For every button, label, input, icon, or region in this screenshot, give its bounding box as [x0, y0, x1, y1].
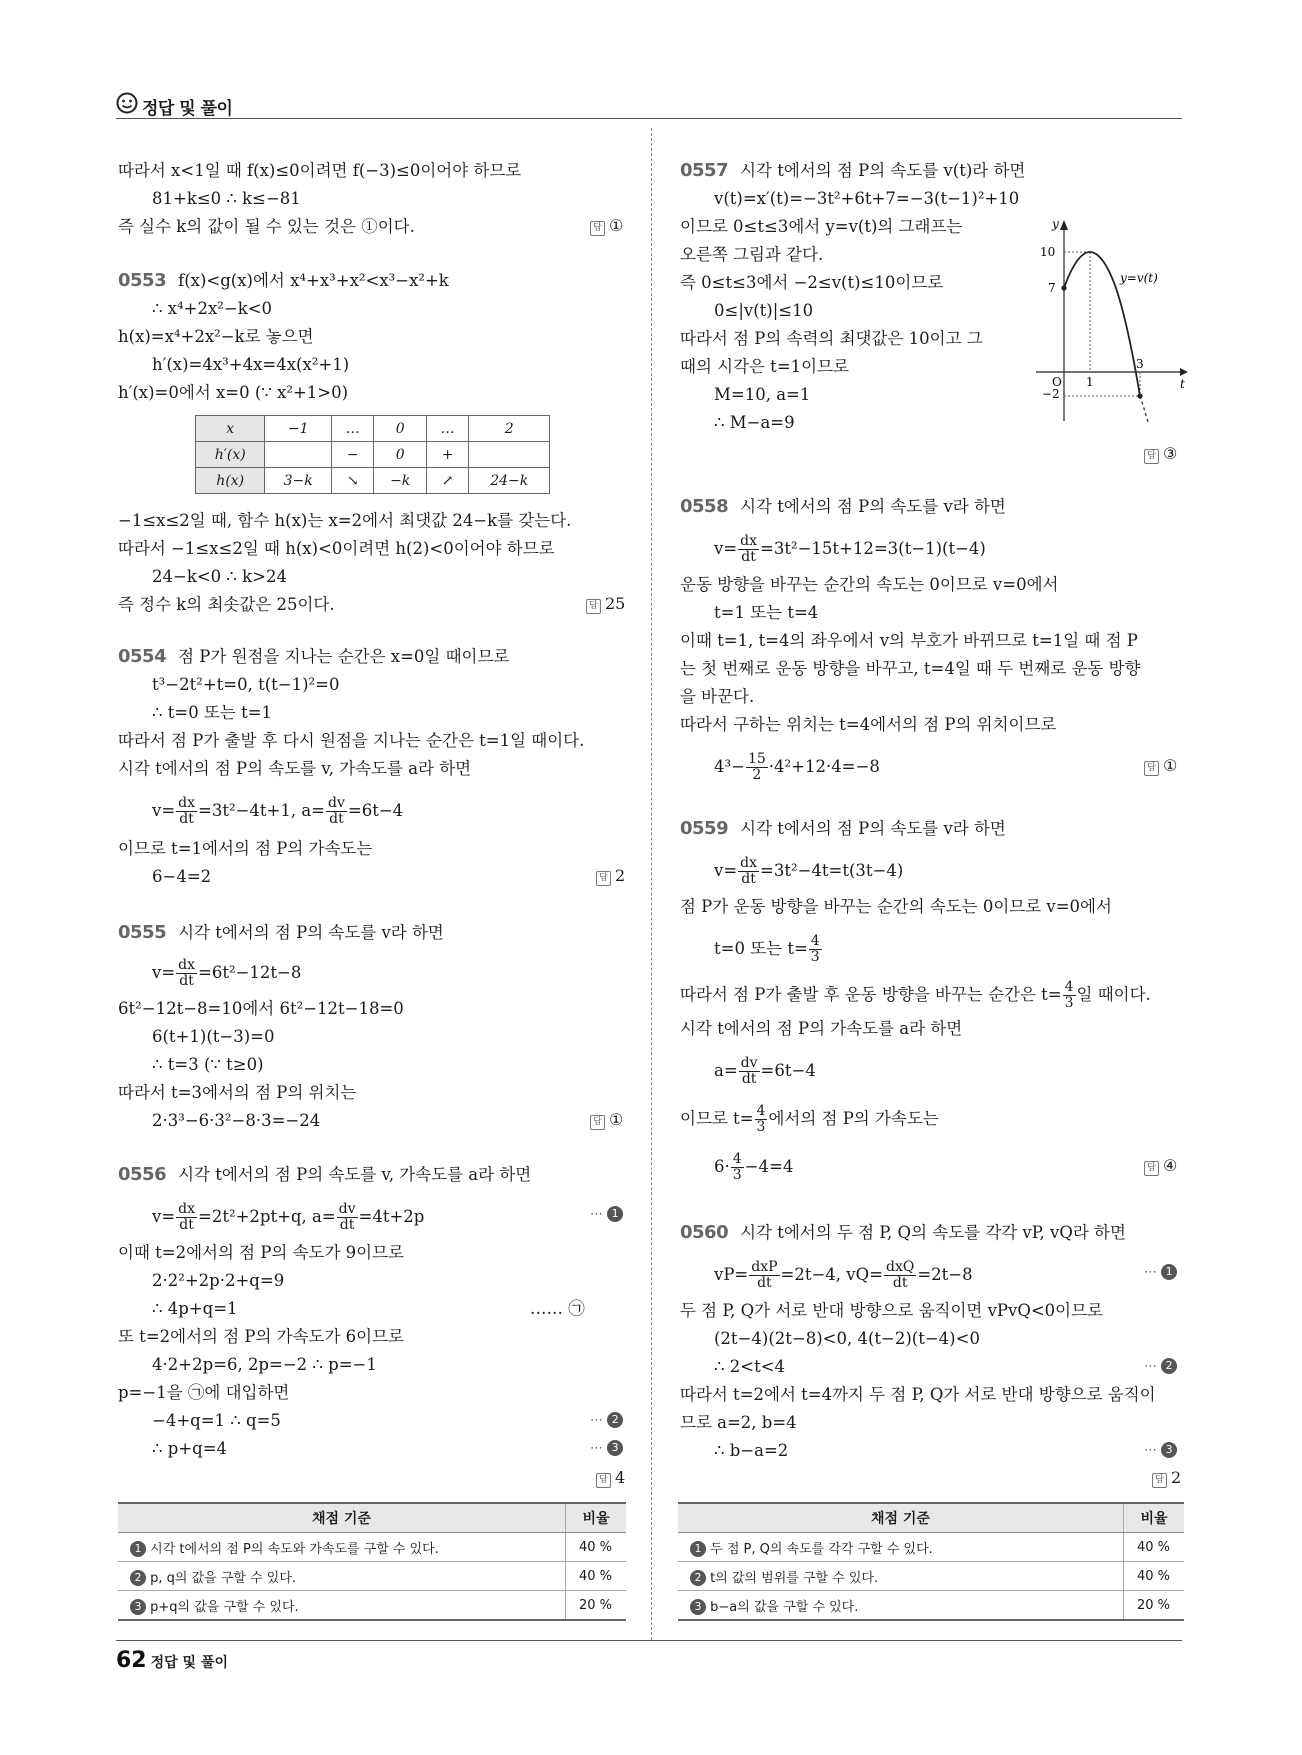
fraction: $\frac{4}{3}$	[732, 1151, 742, 1183]
text-line: 따라서 점 P의 속력의 최댓값은 10이고 그	[680, 329, 983, 348]
answer-icon: 답	[590, 221, 605, 236]
text-line: (2t−4)(2t−8)<0, 4(t−2)(t−4)<0	[714, 1329, 980, 1348]
step-marker: ⋯ 1	[1144, 1264, 1177, 1280]
problem-number: 0557	[680, 160, 729, 181]
problem-number: 0555	[118, 922, 167, 943]
text-line: 이므로 0≤t≤3에서 y=v(t)의 그래프는	[680, 217, 963, 236]
text-line: −4+q=1 ∴ q=5	[152, 1411, 281, 1430]
step-marker: ⋯ 2	[1144, 1358, 1177, 1374]
text-line: t³−2t²+t=0, t(t−1)²=0	[152, 675, 340, 694]
answer-badge: 답 ①	[590, 216, 623, 236]
text-line: 2·2²+2p·2+q=9	[152, 1271, 285, 1290]
fraction: $\frac{4}{3}$	[756, 1103, 766, 1135]
step-marker: ⋯ 1	[590, 1206, 623, 1222]
problem-0555: 0555 시각 t에서의 점 P의 속도를 v라 하면	[118, 922, 444, 943]
fraction: $\frac{\text{dxQ}}{dt}$	[885, 1259, 915, 1291]
problem-0557: 0557 시각 t에서의 점 P의 속도를 v(t)라 하면	[680, 160, 1026, 181]
text-line: h′(x)=0에서 x=0 (∵ x²+1>0)	[118, 383, 349, 402]
formula-line: v= $\frac{dx}{dt}$ =3t²−4t+1, a= $\frac{dv}{dt}$ =6t−4	[152, 795, 404, 827]
header-divider	[116, 118, 1182, 119]
grading-table	[118, 1502, 626, 1621]
text-line: ∴ t=0 또는 t=1	[152, 703, 273, 722]
table-header: 비율	[566, 1503, 627, 1533]
table-cell: h′(x)	[196, 442, 265, 468]
answer-icon: 답	[596, 1473, 611, 1488]
text-line: ∴ t=3 (∵ t≥0)	[152, 1055, 264, 1074]
problem-number: 0558	[680, 496, 729, 517]
table-cell	[265, 442, 331, 468]
fraction: $\frac{dx}{dt}$	[178, 957, 196, 989]
table-cell: 0	[374, 416, 426, 442]
footer	[116, 1648, 228, 1673]
fraction: $\frac{15}{2}$	[747, 751, 766, 783]
text-line: h′(x)=4x³+4x=4x(x²+1)	[152, 355, 350, 374]
formula-line: vP= $\frac{\text{dxP}}{dt}$ =2t−4, vQ= $\frac{\text{dxQ}}{dt}$ =2t−8	[714, 1259, 973, 1291]
answer-badge: 답 2	[1152, 1468, 1181, 1488]
answer-icon: 답	[1144, 1161, 1159, 1176]
formula-line: 이므로 t= $\frac{4}{3}$ 에서의 점 P의 가속도는	[680, 1103, 939, 1135]
table-cell: ↗	[426, 468, 469, 494]
table-row: 1 시각 t에서의 점 P의 속도와 가속도를 구할 수 있다. 40 %	[118, 1533, 626, 1562]
text-line: 즉 실수 k의 값이 될 수 있는 것은 ①이다.	[118, 217, 415, 236]
table-row: 2 p, q의 값을 구할 수 있다. 40 %	[118, 1562, 626, 1591]
fraction: $\frac{dx}{dt}$	[740, 855, 758, 887]
table-header: 채점 기준	[118, 1503, 566, 1533]
table-row: 2 t의 값의 범위를 구할 수 있다. 40 %	[678, 1562, 1184, 1591]
increase-decrease-table	[195, 415, 550, 494]
grading-table	[678, 1502, 1184, 1621]
fraction: $\frac{dv}{dt}$	[338, 1201, 356, 1233]
table-cell: …	[331, 416, 374, 442]
fraction: $\frac{dx}{dt}$	[740, 533, 758, 565]
table-cell: −1	[265, 416, 331, 442]
table-cell: 2	[469, 416, 550, 442]
text-line: 따라서 x<1일 때 f(x)≤0이려면 f(−3)≤0이어야 하므로	[118, 161, 522, 180]
tick-label: −2	[1042, 387, 1060, 401]
velocity-graph	[1030, 216, 1190, 426]
text-line: 따라서 점 P가 출발 후 다시 원점을 지나는 순간은 t=1일 때이다.	[118, 731, 585, 750]
problem-0560: 0560 시각 t에서의 두 점 P, Q의 속도를 각각 vP, vQ라 하면	[680, 1222, 1126, 1243]
tick-label: 7	[1048, 281, 1056, 295]
curve-label: y=v(t)	[1120, 271, 1158, 285]
text-line: 이때 t=2에서의 점 P의 속도가 9이므로	[118, 1243, 404, 1262]
text-line: 시각 t에서의 점 P의 가속도를 a라 하면	[680, 1019, 963, 1038]
text-line: 오른쪽 그림과 같다.	[680, 245, 824, 264]
problem-number: 0559	[680, 818, 729, 839]
table-row: 3 b−a의 값을 구할 수 있다. 20 %	[678, 1591, 1184, 1621]
formula-line: 따라서 점 P가 출발 후 운동 방향을 바꾸는 순간은 t= $\frac{4}{3}$ 일 때이다.	[680, 979, 1151, 1011]
fraction: $\frac{\text{dxP}}{dt}$	[751, 1259, 778, 1291]
text-line: 두 점 P, Q가 서로 반대 방향으로 움직이면 vPvQ<0이므로	[680, 1301, 1103, 1320]
table-cell: h(x)	[196, 468, 265, 494]
formula-line: a= $\frac{dv}{dt}$ =6t−4	[714, 1055, 816, 1087]
problem-0559: 0559 시각 t에서의 점 P의 속도를 v라 하면	[680, 818, 1006, 839]
text-line: 운동 방향을 바꾸는 순간의 속도는 0이므로 v=0에서	[680, 575, 1059, 594]
table-cell: 3−k	[265, 468, 331, 494]
header-title: 정답 및 풀이	[142, 99, 233, 119]
table-cell: 0	[374, 442, 426, 468]
answer-badge: 답 25	[586, 594, 625, 614]
text-line: 즉 0≤t≤3에서 −2≤v(t)≤10이므로	[680, 273, 944, 292]
fraction: $\frac{4}{3}$	[1064, 979, 1074, 1011]
step-marker: ⋯ 3	[1144, 1442, 1177, 1458]
page-number: 62	[116, 1648, 147, 1673]
formula-line: v= $\frac{dx}{dt}$ =3t²−15t+12=3(t−1)(t−4)	[714, 533, 986, 565]
y-axis-arrow-icon	[1060, 220, 1068, 230]
table-row: 1 두 점 P, Q의 속도를 각각 구할 수 있다. 40 %	[678, 1533, 1184, 1562]
text-line: 따라서 t=3에서의 점 P의 위치는	[118, 1083, 357, 1102]
fraction: $\frac{dv}{dt}$	[328, 795, 345, 827]
answer-badge: 답 ①	[590, 1110, 623, 1130]
formula-line: t=0 또는 t= $\frac{4}{3}$	[714, 933, 820, 965]
table-row: 3 p+q의 값을 구할 수 있다. 20 %	[118, 1591, 626, 1621]
text-line: 이므로 t=1에서의 점 P의 가속도는	[118, 839, 373, 858]
fraction: $\frac{4}{3}$	[810, 933, 820, 965]
table-header: 채점 기준	[678, 1503, 1124, 1533]
text-line: 따라서 −1≤x≤2일 때 h(x)<0이려면 h(2)<0이어야 하므로	[118, 539, 555, 558]
table-cell: +	[426, 442, 469, 468]
text-line: ∴ x⁴+2x²−k<0	[152, 299, 273, 318]
text-line: t=1 또는 t=4	[714, 603, 819, 622]
text-line: 6−4=2	[152, 867, 212, 886]
answer-icon: 답	[1144, 761, 1159, 776]
table-cell: …	[426, 416, 469, 442]
step-marker: ⋯ 3	[590, 1440, 623, 1456]
problem-number: 0554	[118, 646, 167, 667]
text-line: ∴ 2<t<4	[714, 1357, 786, 1376]
y-axis-label: y	[1052, 217, 1059, 231]
text-line: M=10, a=1	[714, 385, 811, 404]
answer-badge: 답 2	[596, 866, 625, 886]
answer-icon: 답	[596, 871, 611, 886]
text-line: 4·2+2p=6, 2p=−2 ∴ p=−1	[152, 1355, 377, 1374]
problem-0554: 0554 점 P가 원점을 지나는 순간은 x=0일 때이므로	[118, 646, 510, 667]
answer-badge: 답 ①	[1144, 756, 1177, 776]
tick-label: 1	[1086, 375, 1094, 389]
text-line: p=−1을 ㉠에 대입하면	[118, 1383, 290, 1402]
text-line: 이때 t=1, t=4의 좌우에서 v의 부호가 바뀌므로 t=1일 때 점 P	[680, 631, 1138, 650]
text-line: −1≤x≤2일 때, 함수 h(x)는 x=2에서 최댓값 24−k를 갖는다.	[118, 511, 572, 530]
problem-number: 0553	[118, 270, 167, 291]
table-cell: 24−k	[469, 468, 550, 494]
answer-icon: 답	[1144, 449, 1159, 464]
text-line: 는 첫 번째로 운동 방향을 바꾸고, t=4일 때 두 번째로 운동 방향	[680, 659, 1141, 678]
tick-label: 3	[1136, 357, 1144, 371]
formula-line: 6· $\frac{4}{3}$ −4=4	[714, 1151, 794, 1183]
text-line: 점 P가 운동 방향을 바꾸는 순간의 속도는 0이므로 v=0에서	[680, 897, 1112, 916]
fraction: $\frac{dv}{dt}$	[740, 1055, 758, 1087]
table-cell	[469, 442, 550, 468]
formula-line: 4³− $\frac{15}{2}$ ·4²+12·4=−8	[714, 751, 880, 783]
table-cell: −	[331, 442, 374, 468]
text-line: 6t²−12t−8=10에서 6t²−12t−18=0	[118, 999, 404, 1018]
fraction: $\frac{dx}{dt}$	[178, 1201, 196, 1233]
footer-divider	[116, 1640, 1182, 1641]
step-marker: ⋯ 2	[590, 1412, 623, 1428]
text-line: 2·3³−6·3²−8·3=−24	[152, 1111, 321, 1130]
text-line: 6(t+1)(t−3)=0	[152, 1027, 275, 1046]
text-line: 81+k≤0 ∴ k≤−81	[152, 189, 301, 208]
text-line: 24−k<0 ∴ k>24	[152, 567, 287, 586]
table-header: 비율	[1124, 1503, 1185, 1533]
text-line: 0≤|v(t)|≤10	[714, 301, 814, 320]
table-cell: −k	[374, 468, 426, 494]
table-cell: x	[196, 416, 265, 442]
smiley-icon	[116, 92, 138, 114]
answer-badge: 답 4	[596, 1468, 625, 1488]
t-axis-arrow-icon	[1180, 368, 1188, 376]
text-line: 또 t=2에서의 점 P의 가속도가 6이므로	[118, 1327, 404, 1346]
text-line: ∴ b−a=2	[714, 1441, 789, 1460]
text-line: 따라서 구하는 위치는 t=4에서의 점 P의 위치이므로	[680, 715, 1057, 734]
table-cell: ↘	[331, 468, 374, 494]
text-line: v(t)=x′(t)=−3t²+6t+7=−3(t−1)²+10	[714, 189, 1020, 208]
answer-icon: 답	[586, 599, 601, 614]
equation-tag: …… ㉠	[530, 1299, 585, 1318]
text-line: 을 바꾼다.	[680, 687, 755, 706]
text-line: 므로 a=2, b=4	[680, 1413, 797, 1432]
column-divider	[651, 128, 652, 1640]
t-axis-label: t	[1180, 377, 1185, 391]
answer-icon: 답	[590, 1115, 605, 1130]
problem-0558: 0558 시각 t에서의 점 P의 속도를 v라 하면	[680, 496, 1006, 517]
text-line: 즉 정수 k의 최솟값은 25이다.	[118, 595, 335, 614]
formula-line: v= $\frac{dx}{dt}$ =6t²−12t−8	[152, 957, 302, 989]
answer-badge: 답 ④	[1144, 1156, 1177, 1176]
text-line: ∴ p+q=4	[152, 1439, 228, 1458]
formula-line: v= $\frac{dx}{dt}$ =2t²+2pt+q, a= $\frac{dv}{dt}$ =4t+2p	[152, 1201, 425, 1233]
text-line: ∴ 4p+q=1	[152, 1299, 238, 1318]
formula-line: v= $\frac{dx}{dt}$ =3t²−4t=t(3t−4)	[714, 855, 904, 887]
text-line: ∴ M−a=9	[714, 413, 795, 432]
problem-0556: 0556 시각 t에서의 점 P의 속도를 v, 가속도를 a라 하면	[118, 1164, 532, 1185]
footer-label: 정답 및 풀이	[150, 1655, 228, 1671]
answer-icon: 답	[1152, 1473, 1167, 1488]
text-line: 때의 시각은 t=1이므로	[680, 357, 849, 376]
text-line: h(x)=x⁴+2x²−k로 놓으면	[118, 327, 314, 346]
problem-number: 0556	[118, 1164, 167, 1185]
fraction: $\frac{dx}{dt}$	[178, 795, 196, 827]
problem-0553: 0553 f(x)<g(x)에서 x⁴+x³+x²<x³−x²+k	[118, 270, 449, 291]
text-line: 시각 t에서의 점 P의 속도를 v, 가속도를 a라 하면	[118, 759, 472, 778]
problem-number: 0560	[680, 1222, 729, 1243]
tick-label: O	[1052, 375, 1062, 389]
tick-label: 10	[1040, 245, 1056, 259]
text-line: 따라서 t=2에서 t=4까지 두 점 P, Q가 서로 반대 방향으로 움직이	[680, 1385, 1156, 1404]
answer-badge: 답 ③	[1144, 444, 1177, 464]
